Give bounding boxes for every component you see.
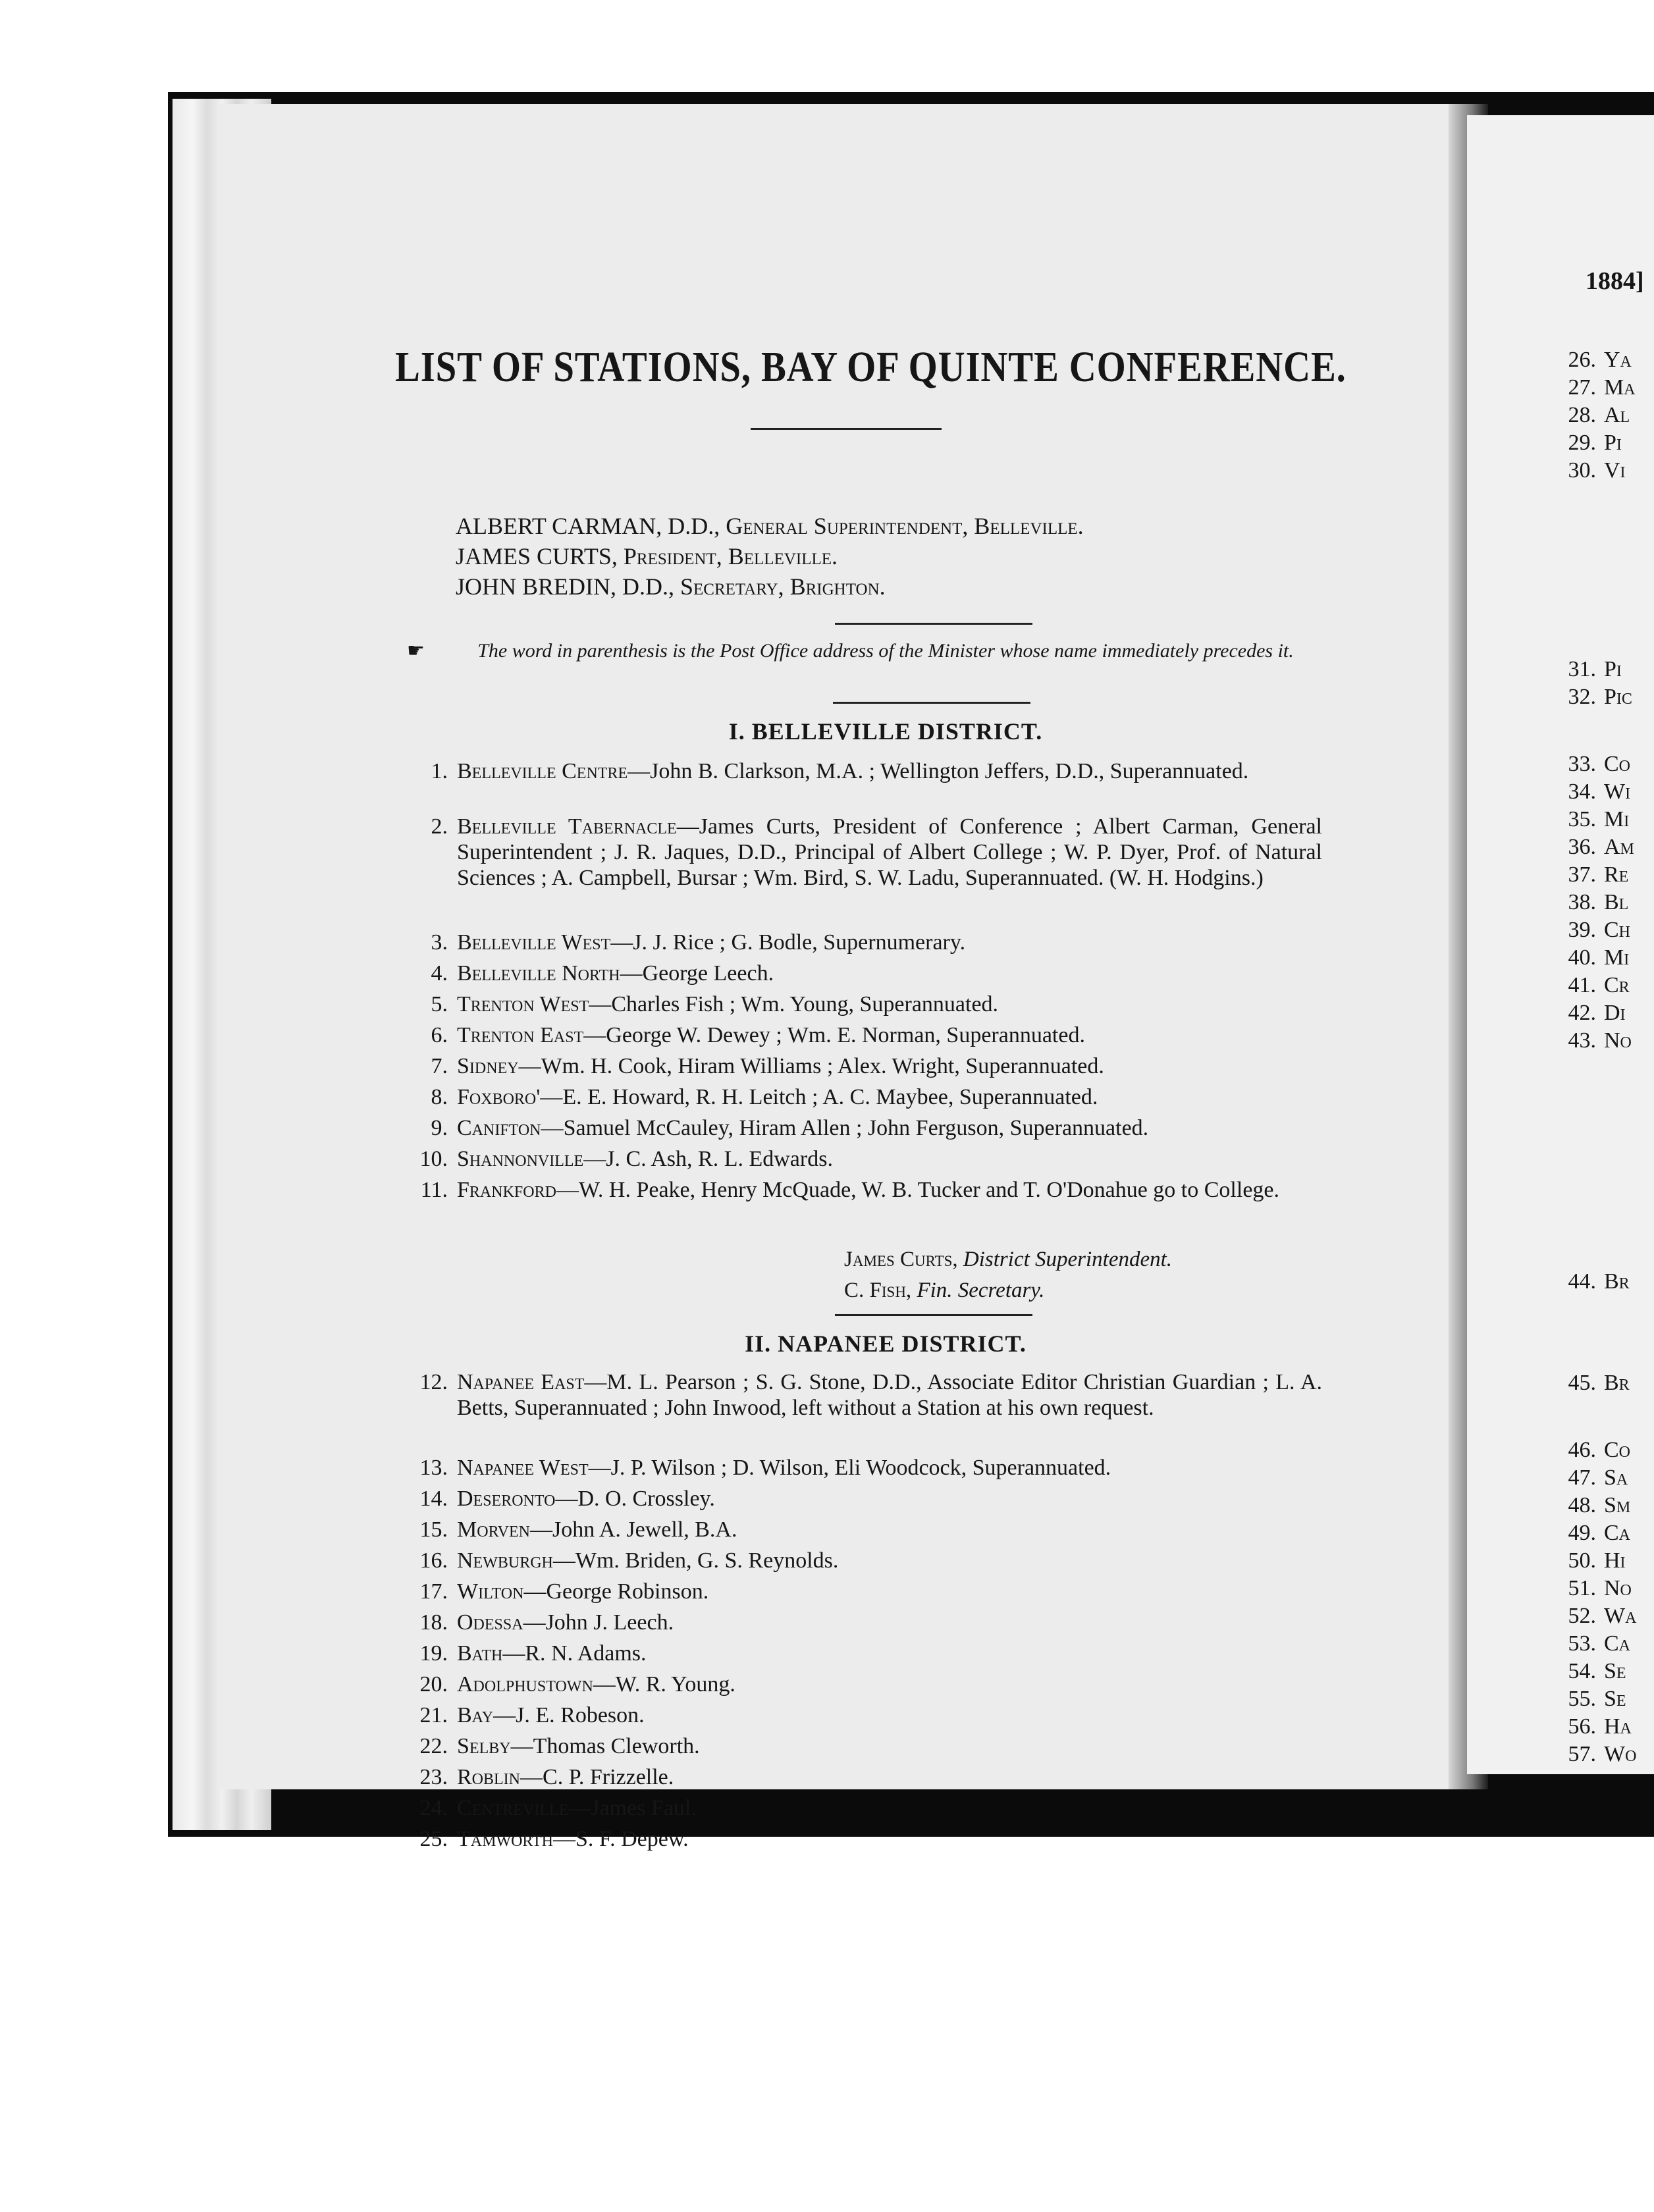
right-page-station-line — [1549, 1576, 1654, 1601]
station-entry — [387, 1826, 1322, 1852]
station-place: Belleville Tabernacle — [457, 814, 677, 839]
station-place: Re — [1604, 862, 1629, 887]
station-number: 30. — [1568, 458, 1596, 483]
right-page-station-line — [1549, 752, 1654, 777]
station-number: 20. — [419, 1672, 448, 1697]
station-place: Ma — [1604, 375, 1636, 400]
signer-title: District Superintendent. — [963, 1248, 1173, 1271]
station-place: Di — [1604, 1001, 1626, 1025]
station-ministers: —Wm. Briden, G. S. Reynolds. — [552, 1548, 839, 1573]
station-place: Ha — [1604, 1714, 1632, 1739]
station-place: Trenton East — [457, 1023, 584, 1047]
station-number: 54. — [1568, 1659, 1596, 1683]
officer-name: JAMES CURTS, — [456, 543, 618, 569]
station-entry — [387, 1022, 1322, 1048]
station-number: 14. — [419, 1487, 448, 1511]
station-number: 1. — [431, 759, 448, 783]
station-number: 31. — [1568, 657, 1596, 681]
station-place: Vi — [1604, 458, 1626, 483]
station-entry — [387, 1517, 1322, 1542]
right-page-station-line — [1549, 1631, 1654, 1656]
right-page-station-line — [1549, 1548, 1654, 1573]
station-number: 9. — [431, 1116, 448, 1140]
station-place: Ca — [1604, 1521, 1631, 1545]
station-entry — [387, 1672, 1322, 1697]
station-place: Newburgh — [457, 1548, 553, 1573]
station-place: Centreville — [457, 1796, 569, 1820]
officer-name: JOHN BREDIN, D.D., — [456, 573, 674, 600]
station-entry — [387, 1177, 1322, 1203]
station-entry — [387, 1641, 1322, 1666]
right-page-station-line — [1549, 1687, 1654, 1712]
station-place: Roblin — [457, 1765, 521, 1789]
station-ministers: —James Curts, President of Conference ; Albert Carman, General Superintendent ; J. R. Jaques, D.D., Principal of Albert College ; W. P. Dyer, Prof. of Natural Sciences ; A. Campbell, Bursar ; Wm. Bird, S. W. Ladu, Superannuated. (W. H. Hodgins.) — [457, 814, 1323, 890]
station-place: Deseronto — [457, 1487, 556, 1511]
station-number: 38. — [1568, 890, 1596, 914]
station-ministers: —D. O. Crossley. — [555, 1487, 715, 1511]
station-ministers: —Samuel McCauley, Hiram Allen ; John Ferguson, Superannuated. — [541, 1116, 1149, 1140]
right-page-station-line — [1549, 1493, 1654, 1518]
station-place: Sa — [1604, 1465, 1628, 1490]
officer-line — [456, 542, 838, 570]
station-place: Hi — [1604, 1548, 1626, 1573]
officer-role: President, Belleville. — [623, 543, 838, 569]
station-number: 24. — [419, 1796, 448, 1820]
officer-role: Secretary, Brighton. — [680, 573, 886, 600]
station-number: 5. — [431, 992, 448, 1016]
station-place: Pi — [1604, 431, 1622, 455]
page-title: LIST OF STATIONS, BAY OF QUINTE CONFERENCE. — [395, 343, 1347, 391]
right-page-station-line — [1549, 1371, 1654, 1396]
officer-line — [456, 512, 1084, 540]
right-page-station-line — [1549, 657, 1654, 682]
station-ministers: —J. J. Rice ; G. Bodle, Supernumerary. — [610, 930, 966, 955]
station-entry — [387, 1369, 1322, 1421]
station-ministers: —Charles Fish ; Wm. Young, Superannuated. — [589, 992, 999, 1016]
officer-name: ALBERT CARMAN, D.D., — [456, 513, 720, 539]
station-place: Wa — [1604, 1604, 1637, 1628]
station-place: Mi — [1604, 807, 1630, 831]
station-place: Canifton — [457, 1116, 541, 1140]
district-signer — [844, 1248, 1172, 1272]
station-place: Belleville West — [457, 930, 611, 955]
station-number: 8. — [431, 1085, 448, 1109]
station-ministers: —C. P. Frizzelle. — [520, 1765, 674, 1789]
right-page-station-line — [1549, 1465, 1654, 1490]
right-page-station-line — [1549, 1714, 1654, 1739]
district-heading: I. BELLEVILLE DISTRICT. — [728, 718, 1043, 745]
station-number: 41. — [1568, 973, 1596, 997]
officers-rule — [835, 623, 1032, 625]
right-page-station-line — [1549, 779, 1654, 804]
station-number: 12. — [419, 1370, 448, 1394]
station-place: Shannonville — [457, 1147, 584, 1171]
station-place: Bl — [1604, 890, 1629, 914]
right-page-station-line — [1549, 1438, 1654, 1463]
station-number: 26. — [1568, 348, 1596, 372]
station-number: 55. — [1568, 1687, 1596, 1711]
station-number: 45. — [1568, 1371, 1596, 1395]
station-ministers: —James Faul. — [568, 1796, 697, 1820]
station-number: 47. — [1568, 1465, 1596, 1490]
station-entry — [387, 1084, 1322, 1110]
station-number: 43. — [1568, 1028, 1596, 1053]
station-entry — [387, 1053, 1322, 1079]
signer-name: C. Fish, — [844, 1278, 912, 1302]
station-number: 46. — [1568, 1438, 1596, 1462]
station-number: 22. — [419, 1734, 448, 1758]
station-place: No — [1604, 1576, 1632, 1600]
officer-role: General Superintendent, Belleville. — [726, 513, 1084, 539]
station-number: 11. — [420, 1178, 448, 1202]
station-place: Co — [1604, 752, 1631, 776]
station-entry — [387, 930, 1322, 955]
station-ministers: —R. N. Adams. — [502, 1641, 647, 1666]
station-ministers: —W. R. Young. — [593, 1672, 735, 1697]
station-number: 19. — [419, 1641, 448, 1666]
station-place: Cr — [1604, 973, 1630, 997]
right-page-station-line — [1549, 862, 1654, 887]
station-place: Wilton — [457, 1579, 524, 1604]
station-ministers: —John J. Leech. — [523, 1610, 674, 1635]
station-entry — [387, 1795, 1322, 1821]
right-page-station-line — [1549, 403, 1654, 428]
station-number: 42. — [1568, 1001, 1596, 1025]
station-number: 48. — [1568, 1493, 1596, 1517]
station-place: Sm — [1604, 1493, 1631, 1517]
station-number: 3. — [431, 930, 448, 955]
title-rule — [751, 428, 942, 430]
station-ministers: —E. E. Howard, R. H. Leitch ; A. C. Maybee, Superannuated. — [540, 1085, 1098, 1109]
station-entry — [387, 991, 1322, 1017]
station-number: 10. — [419, 1147, 448, 1171]
station-ministers: —J. C. Ash, R. L. Edwards. — [583, 1147, 833, 1171]
right-page-year: 1884] — [1586, 267, 1644, 295]
station-entry — [387, 1548, 1322, 1573]
station-number: 21. — [419, 1703, 448, 1727]
station-place: Tamworth — [457, 1827, 553, 1851]
station-entry — [387, 1579, 1322, 1604]
station-ministers: —George Leech. — [620, 961, 774, 986]
station-number: 2. — [431, 814, 448, 839]
station-place: Am — [1604, 835, 1634, 859]
right-page-station-line — [1549, 1521, 1654, 1546]
district-signer — [844, 1278, 1044, 1303]
station-ministers: —J. P. Wilson ; D. Wilson, Eli Woodcock, Superannuated. — [588, 1456, 1111, 1480]
station-number: 17. — [419, 1579, 448, 1604]
right-page-station-line — [1549, 1028, 1654, 1053]
station-ministers: —John B. Clarkson, M.A. ; Wellington Jeffers, D.D., Superannuated. — [627, 759, 1249, 783]
station-number: 50. — [1568, 1548, 1596, 1573]
station-place: Ya — [1604, 348, 1632, 372]
right-page-station-line — [1549, 685, 1654, 710]
station-place: Bay — [457, 1703, 494, 1727]
note-text: The word in parenthesis is the Post Office address of the Minister whose name immediately precedes it. — [477, 640, 1294, 662]
station-number: 15. — [419, 1517, 448, 1542]
right-page-station-line — [1549, 431, 1654, 456]
station-place: Co — [1604, 1438, 1631, 1462]
station-ministers: —W. H. Peake, Henry McQuade, W. B. Tucker and T. O'Donahue go to College. — [556, 1178, 1279, 1202]
station-ministers: —John A. Jewell, B.A. — [529, 1517, 737, 1542]
station-place: No — [1604, 1028, 1632, 1053]
station-place: Frankford — [457, 1178, 556, 1202]
station-number: 36. — [1568, 835, 1596, 859]
station-number: 16. — [419, 1548, 448, 1573]
station-ministers: —S. F. Depew. — [552, 1827, 689, 1851]
station-place: Bath — [457, 1641, 503, 1666]
station-entry — [387, 1486, 1322, 1512]
station-entry — [387, 814, 1322, 891]
right-page-station-line — [1549, 375, 1654, 400]
station-place: Trenton West — [457, 992, 589, 1016]
officer-line — [456, 573, 886, 600]
right-page-station-line — [1549, 1001, 1654, 1026]
station-number: 49. — [1568, 1521, 1596, 1545]
station-entry — [387, 961, 1322, 986]
right-page-station-line — [1549, 1742, 1654, 1767]
station-number: 33. — [1568, 752, 1596, 776]
station-entry — [387, 1764, 1322, 1790]
right-page-station-line — [1549, 945, 1654, 970]
station-place: Sidney — [457, 1054, 519, 1078]
station-place: Br — [1604, 1269, 1630, 1294]
right-page-station-line — [1549, 1604, 1654, 1629]
station-number: 57. — [1568, 1742, 1596, 1766]
station-ministers: —Thomas Cleworth. — [510, 1734, 700, 1758]
station-place: Mi — [1604, 945, 1630, 970]
station-entry — [387, 1115, 1322, 1141]
right-page-station-line — [1549, 1659, 1654, 1684]
station-ministers: —J. E. Robeson. — [493, 1703, 645, 1727]
station-number: 28. — [1568, 403, 1596, 427]
station-number: 44. — [1568, 1269, 1596, 1294]
station-place: Selby — [457, 1734, 511, 1758]
right-page-station-line — [1549, 458, 1654, 483]
address-note — [407, 639, 1323, 664]
station-ministers: —M. L. Pearson ; S. G. Stone, D.D., Associate Editor Christian Guardian ; L. A. Betts, Superannuated ; John Inwood, left without a Station at his own request. — [457, 1370, 1322, 1420]
station-place: Belleville North — [457, 961, 620, 986]
right-page-station-line — [1549, 348, 1654, 373]
note-rule — [833, 702, 1030, 704]
right-page-station-line — [1549, 973, 1654, 998]
district-heading: II. NAPANEE DISTRICT. — [745, 1330, 1027, 1357]
station-entry — [387, 1733, 1322, 1759]
station-number: 35. — [1568, 807, 1596, 831]
station-entry — [387, 1455, 1322, 1481]
station-place: Wo — [1604, 1742, 1637, 1766]
station-place: Pic — [1604, 685, 1632, 709]
station-number: 6. — [431, 1023, 448, 1047]
district-rule — [835, 1314, 1032, 1316]
station-place: Belleville Centre — [457, 759, 628, 783]
station-place: Adolphustown — [457, 1672, 593, 1697]
signer-title: Fin. Secretary. — [917, 1278, 1045, 1302]
station-place: Br — [1604, 1371, 1630, 1395]
right-page-station-line — [1549, 890, 1654, 915]
station-place: Ca — [1604, 1631, 1631, 1656]
station-ministers: —George Robinson. — [523, 1579, 709, 1604]
station-entry — [387, 1702, 1322, 1728]
station-number: 39. — [1568, 918, 1596, 942]
station-number: 40. — [1568, 945, 1596, 970]
station-place: Wi — [1604, 779, 1631, 804]
right-page-station-line — [1549, 835, 1654, 860]
station-number: 56. — [1568, 1714, 1596, 1739]
pointing-hand-icon: ☛ — [407, 640, 425, 662]
station-number: 27. — [1568, 375, 1596, 400]
station-number: 51. — [1568, 1576, 1596, 1600]
station-number: 18. — [419, 1610, 448, 1635]
station-number: 7. — [431, 1054, 448, 1078]
station-number: 29. — [1568, 431, 1596, 455]
station-number: 25. — [419, 1827, 448, 1851]
station-entry — [387, 1146, 1322, 1172]
station-place: Se — [1604, 1659, 1626, 1683]
station-ministers: —Wm. H. Cook, Hiram Williams ; Alex. Wright, Superannuated. — [518, 1054, 1104, 1078]
station-place: Odessa — [457, 1610, 523, 1635]
station-place: Ch — [1604, 918, 1631, 942]
station-place: Napanee East — [457, 1370, 585, 1394]
station-number: 4. — [431, 961, 448, 986]
right-page-station-line — [1549, 807, 1654, 832]
station-number: 52. — [1568, 1604, 1596, 1628]
station-number: 53. — [1568, 1631, 1596, 1656]
station-place: Morven — [457, 1517, 530, 1542]
station-place: Napanee West — [457, 1456, 589, 1480]
station-place: Se — [1604, 1687, 1626, 1711]
signer-name: James Curts, — [844, 1248, 958, 1271]
station-place: Pi — [1604, 657, 1622, 681]
station-ministers: —George W. Dewey ; Wm. E. Norman, Superannuated. — [583, 1023, 1085, 1047]
station-number: 23. — [419, 1765, 448, 1789]
right-page-station-line — [1549, 1269, 1654, 1294]
station-number: 13. — [419, 1456, 448, 1480]
station-place: Al — [1604, 403, 1630, 427]
station-number: 32. — [1568, 685, 1596, 709]
station-place: Foxboro' — [457, 1085, 541, 1109]
station-entry — [387, 758, 1322, 784]
station-entry — [387, 1610, 1322, 1635]
right-page-station-line — [1549, 918, 1654, 943]
station-number: 37. — [1568, 862, 1596, 887]
station-number: 34. — [1568, 779, 1596, 804]
